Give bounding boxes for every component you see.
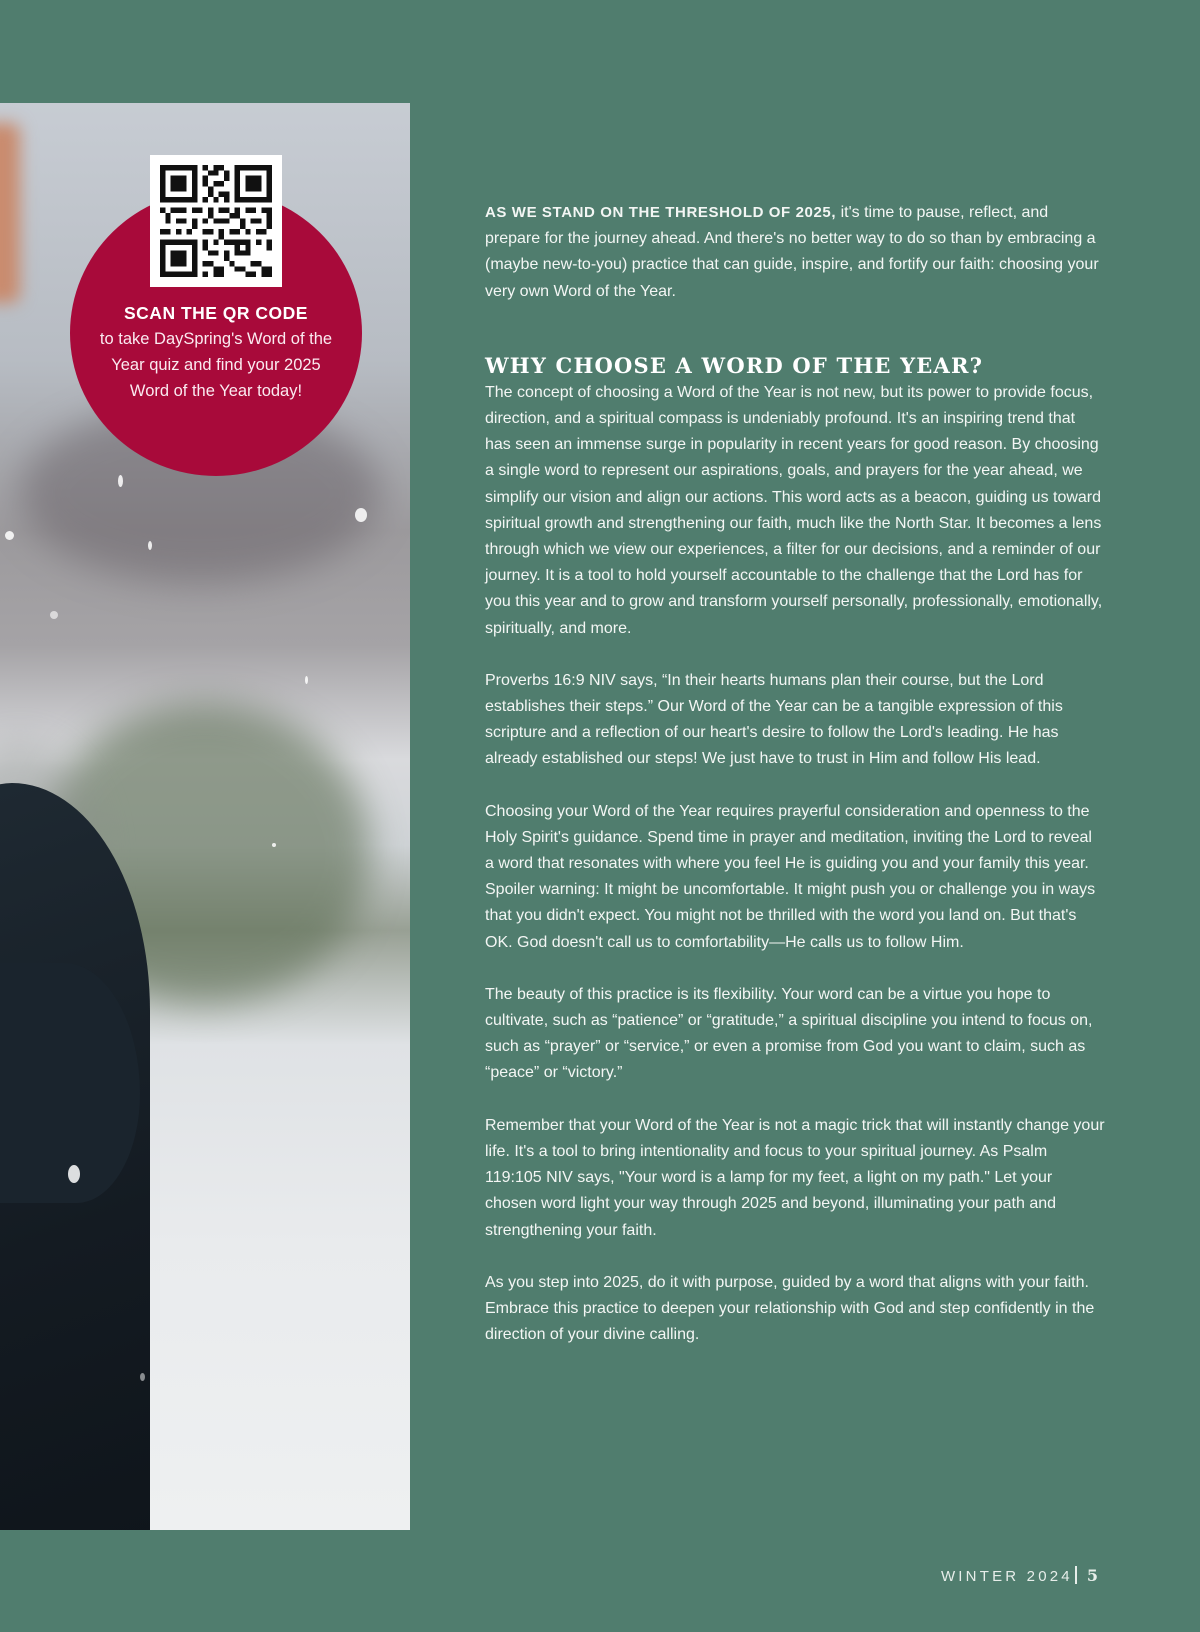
article-paragraph-4: The beauty of this practice is its flexibility. Your word can be a virtue you hope to cultivate, such as “patience” or “gratitude,” a spiritual discipline you intend to focus on, such as “prayer” or “service,” or even a promise from God you want to claim, such as “peace” or “victory.”: [485, 985, 1093, 1082]
page-number: 5: [1086, 1566, 1098, 1585]
snowflake: [140, 1373, 145, 1381]
qr-callout-heading: SCAN THE QR CODE: [124, 303, 308, 323]
snowflake: [50, 611, 58, 619]
qr-code[interactable]: [150, 155, 282, 287]
footer-divider: [1075, 1566, 1077, 1584]
snowflake: [305, 676, 308, 684]
qr-callout-text: [95, 300, 337, 404]
section-heading: WHY CHOOSE A WORD OF THE YEAR?: [485, 352, 984, 378]
article-paragraph-1: The concept of choosing a Word of the Year is not new, but its power to provide focus, direction, and a spiritual compass is undeniably profound. It's an inspiring trend that has seen an immense surge in popularity in recent years for good reason. By choosing a single word to represent our aspirations, goals, and prayers for the year ahead, we simplify our vision and align our actions. This word acts as a beacon, guiding us toward spiritual growth and strengthening our faith, much like the North Star. It becomes a lens through which we view our experiences, a filter for our decisions, and a reminder of our journey. It is a tool to hold yourself accountable to the challenge that the Lord has for you this year and to grow and transform yourself personally, professionally, emotionally, spiritually, and more.: [485, 383, 1103, 637]
article-paragraph-6: As you step into 2025, do it with purpose, guided by a word that aligns with your faith. Embrace this practice to deepen your relationship with God and step confidently in the direction of your divine calling.: [485, 1273, 1095, 1344]
intro-rest: it's time to pause, reflect, and prepare for the journey ahead. And there's no better way to do so than by embracing a (maybe new-to-you) practice that can guide, inspire, and fortify our faith: choosing your very own Word of the Year.: [485, 204, 1099, 300]
snowflake: [272, 843, 276, 847]
issue-label: WINTER 2024: [940, 1568, 1073, 1585]
snowflake: [355, 508, 367, 522]
snowflake: [118, 475, 123, 487]
page-footer: [941, 1566, 1098, 1585]
photo-background-blur: [0, 123, 20, 303]
intro-paragraph: [485, 200, 1105, 305]
intro-lead: AS WE STAND ON THE THRESHOLD OF 2025,: [485, 204, 837, 221]
article-paragraph-3: Choosing your Word of the Year requires prayerful consideration and openness to the Holy Spirit's guidance. Spend time in prayer and meditation, inviting the Lord to reveal a word that resonates with where you feel He is guiding you and your family this year. Spoiler warning: It might be uncomfortable. It might push you or challenge you in ways that you didn't expect. You might not be thrilled with the word you land on. But that's OK. God doesn't call us to comfortability—He calls us to follow Him.: [485, 802, 1096, 951]
snowflake: [148, 541, 152, 550]
qr-callout-body: to take DaySpring's Word of the Year quiz and find your 2025 Word of the Year today!: [99, 330, 333, 400]
article-paragraph-2: Proverbs 16:9 NIV says, “In their hearts humans plan their course, but the Lord establishes their steps.” Our Word of the Year can be a tangible expression of this scripture and a reflection of our heart's desire to follow the Lord's leading. He has already established our steps! We just have to trust in Him and follow His lead.: [485, 671, 1063, 768]
article-paragraph-5: Remember that your Word of the Year is not a magic trick that will instantly change your life. It's a tool to bring intentionality and focus to your spiritual journey. As Psalm 119:105 NIV says, "Your word is a lamp for my feet, a light on my path." Let your chosen word light your way through 2025 and beyond, illuminating your path and strengthening your faith.: [485, 1116, 1105, 1239]
snowflake: [68, 1165, 80, 1183]
qr-code-icon: [160, 165, 272, 277]
article: [485, 200, 1105, 1348]
snowflake: [5, 531, 14, 540]
